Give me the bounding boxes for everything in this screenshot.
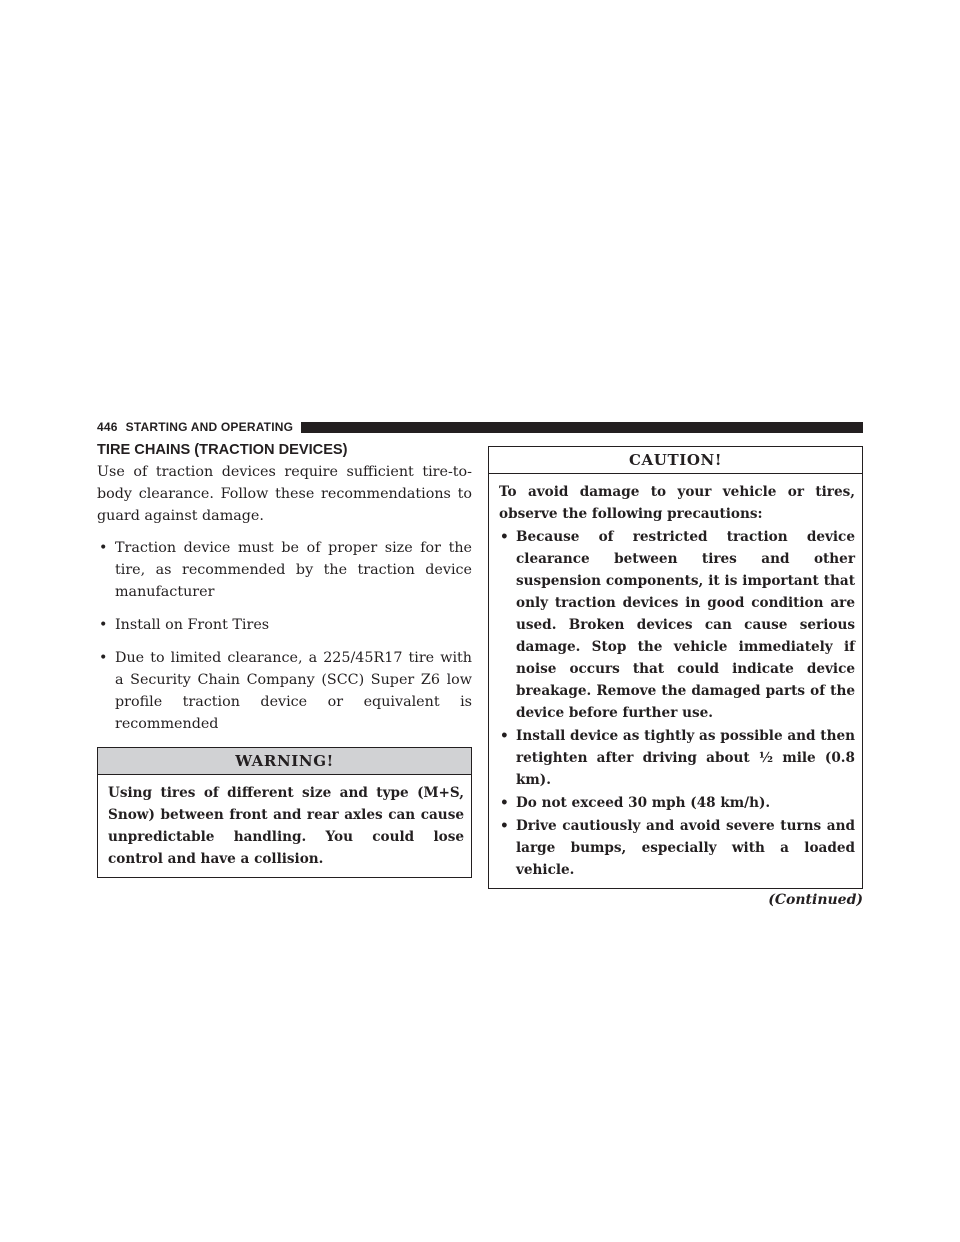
caution-title: CAUTION!: [489, 447, 862, 474]
continued-label: (Continued): [768, 892, 863, 908]
recommendation-list: [97, 537, 472, 735]
list-item: [499, 725, 855, 791]
list-item-text: Traction device must be of proper size for the tire, as recommended by the traction device manufacturer: [115, 540, 472, 600]
caution-intro: To avoid damage to your vehicle or tires, observe the following precautions:: [499, 484, 855, 522]
page-number: 446: [97, 420, 118, 434]
list-item-text: Due to limited clearance, a 225/45R17 tire with a Security Chain Company (SCC) Super Z6 low profile traction device or equivalent is recommended: [115, 650, 472, 732]
warning-body: [98, 775, 471, 877]
bullet-icon: •: [99, 650, 108, 666]
section-title: STARTING AND OPERATING: [125, 420, 294, 434]
header-rule: [301, 422, 863, 433]
list-item-text: Drive cautiously and avoid severe turns and large bumps, especially with a loaded vehicle.: [516, 818, 855, 878]
intro-paragraph: Use of traction devices require sufficient tire-to-body clearance. Follow these recommendations to guard against damage.: [97, 464, 472, 524]
bullet-icon: •: [99, 540, 108, 556]
caution-box: [488, 446, 863, 889]
bullet-icon: •: [99, 617, 108, 633]
warning-box: [97, 747, 472, 878]
caution-body: [489, 474, 862, 888]
bullet-icon: •: [500, 728, 509, 744]
list-item: [97, 614, 472, 636]
warning-text: Using tires of different size and type (M+S, Snow) between front and rear axles can cause unpredictable handling. You could lose control and have a collision.: [108, 785, 464, 867]
list-item: [97, 537, 472, 603]
bullet-icon: •: [500, 818, 509, 834]
list-item-text: Because of restricted traction device clearance between tires and other suspension components, it is important that only traction devices in good condition are used. Broken devices can cause serious damage. Stop the vehicle immediately if noise occurs that could indicate device breakage. Remove the damaged parts of the device before further use.: [516, 529, 855, 721]
list-item: [499, 815, 855, 881]
left-column: [97, 441, 472, 878]
bullet-icon: •: [500, 795, 509, 811]
list-item: [499, 792, 855, 814]
list-item: [499, 526, 855, 724]
section-heading: TIRE CHAINS (TRACTION DEVICES): [97, 442, 348, 458]
list-item-text: Do not exceed 30 mph (48 km/h).: [516, 795, 771, 811]
list-item-text: Install device as tightly as possible and then retighten after driving about ½ mile (0.8 km).: [516, 728, 855, 788]
list-item: [97, 647, 472, 735]
running-header: [97, 420, 863, 434]
warning-title: WARNING!: [98, 748, 471, 775]
list-item-text: Install on Front Tires: [115, 617, 270, 633]
right-column: [488, 446, 863, 910]
caution-list: [499, 526, 855, 881]
bullet-icon: •: [500, 529, 509, 545]
